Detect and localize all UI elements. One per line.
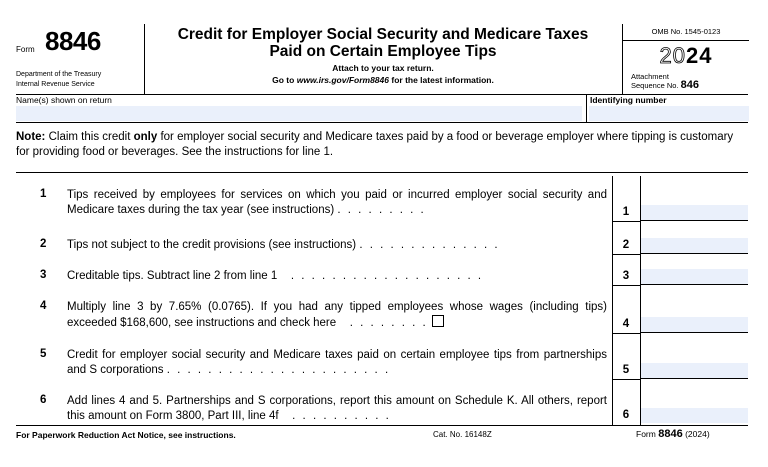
note-label: Note: bbox=[16, 131, 46, 143]
form-title-line1: Credit for Employer Social Security and Medicare Taxes bbox=[177, 26, 589, 43]
note-divider bbox=[16, 172, 748, 173]
line-6-amount-field[interactable] bbox=[641, 408, 748, 423]
line-text bbox=[67, 300, 607, 331]
attachment-label: Attachment bbox=[631, 72, 669, 81]
footer-form-year: (2024) bbox=[685, 429, 710, 439]
line-number: 1 bbox=[40, 188, 47, 200]
line-number: 4 bbox=[40, 300, 47, 312]
leader-dots: . . . . . . . . . . bbox=[281, 410, 391, 422]
line-box-rule bbox=[612, 270, 640, 286]
sequence-label: Sequence No. bbox=[631, 81, 679, 90]
identifying-number-field[interactable] bbox=[589, 106, 749, 121]
line-box-number: 5 bbox=[622, 364, 630, 376]
name-label: Name(s) shown on return bbox=[16, 95, 112, 105]
line-1-amount-field[interactable] bbox=[641, 205, 748, 221]
form-page bbox=[16, 6, 764, 451]
form-label: Form bbox=[16, 45, 35, 54]
line-text-body: Creditable tips. Subtract line 2 from line 1 bbox=[67, 270, 278, 282]
line-2-amount-field[interactable] bbox=[641, 238, 748, 254]
line-box-rule bbox=[612, 318, 640, 334]
line-4-amount-field[interactable] bbox=[641, 317, 748, 333]
line-number: 5 bbox=[40, 348, 47, 360]
line-box-number: 4 bbox=[622, 318, 630, 330]
form-id-block bbox=[16, 24, 145, 94]
line-text bbox=[67, 394, 607, 424]
note-text-after: for employer social security and Medicare taxes paid by a food or beverage employer where tipping is customary for providing food or beverages. See the instructions for line 1. bbox=[16, 131, 734, 158]
line-box-rule bbox=[612, 364, 640, 380]
goto-instruction bbox=[146, 75, 620, 85]
line-box-rule bbox=[612, 239, 640, 255]
line-box-number: 3 bbox=[622, 270, 630, 282]
line-text-body: Credit for employer social security and Medicare taxes paid on certain employee tips from partnerships and S corporations bbox=[67, 349, 607, 376]
identifying-number-label: Identifying number bbox=[590, 95, 667, 105]
agency-name: Internal Revenue Service bbox=[16, 81, 95, 88]
form-title bbox=[146, 24, 620, 60]
line-text bbox=[67, 348, 607, 378]
line-box-number: 2 bbox=[622, 239, 630, 251]
line-text-body: Tips received by employees for services on which you paid or incurred employer social security and Medicare taxes during the tax year (see instructions) bbox=[67, 189, 607, 216]
line-number: 2 bbox=[40, 238, 47, 250]
attachment-sequence bbox=[631, 73, 699, 90]
form-title-line2: Paid on Certain Employee Tips bbox=[269, 43, 497, 60]
tax-year-solid: 24 bbox=[686, 43, 713, 68]
line-box-rule bbox=[612, 206, 640, 222]
tax-year-outline: 20 bbox=[659, 43, 686, 68]
line-box-number: 6 bbox=[622, 409, 630, 421]
leader-dots: . . . . . . . . . . . . . . . . . . . bbox=[280, 270, 484, 282]
footer-divider bbox=[16, 425, 748, 426]
department-name: Department of the Treasury bbox=[16, 71, 102, 78]
tax-year bbox=[623, 43, 749, 69]
goto-suffix: for the latest information. bbox=[391, 75, 494, 85]
footer-form-id bbox=[636, 428, 710, 440]
department-block bbox=[16, 70, 101, 90]
high-wage-checkbox[interactable] bbox=[432, 315, 444, 327]
catalog-number: Cat. No. 16148Z bbox=[433, 430, 492, 439]
leader-dots: . . . . . . . . bbox=[339, 317, 428, 329]
line-text-body: Add lines 4 and 5. Partnerships and S corporations, report this amount on Schedule K. All others, report this amount on Form 3800, Part III, line 4f bbox=[67, 395, 607, 422]
line-number: 3 bbox=[40, 269, 47, 281]
attach-instruction: Attach to your tax return. bbox=[332, 63, 434, 73]
goto-url-link[interactable]: www.irs.gov/Form8846 bbox=[296, 75, 389, 85]
footer-form-label: Form bbox=[636, 429, 656, 439]
leader-dots: . . . . . . . . . . . . . . bbox=[359, 239, 500, 251]
name-row bbox=[16, 94, 748, 123]
footer-form-number: 8846 bbox=[658, 428, 683, 440]
line-5-amount-field[interactable] bbox=[641, 363, 748, 379]
note-emphasis: only bbox=[133, 131, 158, 143]
identifying-number-cell bbox=[586, 94, 749, 122]
omb-block bbox=[622, 24, 749, 94]
name-field[interactable] bbox=[16, 106, 582, 121]
sequence-number: 846 bbox=[680, 79, 699, 91]
line-text bbox=[67, 238, 607, 253]
line-text bbox=[67, 269, 607, 284]
line-text bbox=[67, 188, 607, 218]
omb-number: OMB No. 1545-0123 bbox=[623, 27, 749, 41]
form-header bbox=[16, 24, 748, 95]
leader-dots: . . . . . . . . . . . . . . . . . . . . . . bbox=[166, 364, 391, 376]
line-box-number: 1 bbox=[622, 206, 630, 218]
form-title-block bbox=[146, 24, 620, 94]
line-number: 6 bbox=[40, 394, 47, 406]
leader-dots: . . . . . . . . . bbox=[337, 204, 426, 216]
note-text-before: Claim this credit bbox=[48, 131, 131, 143]
line-text-body: Multiply line 3 by 7.65% (0.0765). If you had any tipped employees whose wages (including tips) exceeded $168,600, see instructions and check here bbox=[67, 301, 607, 329]
form-number: 8846 bbox=[45, 26, 101, 56]
paperwork-notice: For Paperwork Reduction Act Notice, see instructions. bbox=[16, 430, 236, 440]
line-3-amount-field[interactable] bbox=[641, 269, 748, 285]
goto-prefix: Go to bbox=[272, 75, 295, 85]
line-text-body: Tips not subject to the credit provisions (see instructions) bbox=[67, 239, 357, 251]
note-paragraph bbox=[16, 130, 748, 160]
